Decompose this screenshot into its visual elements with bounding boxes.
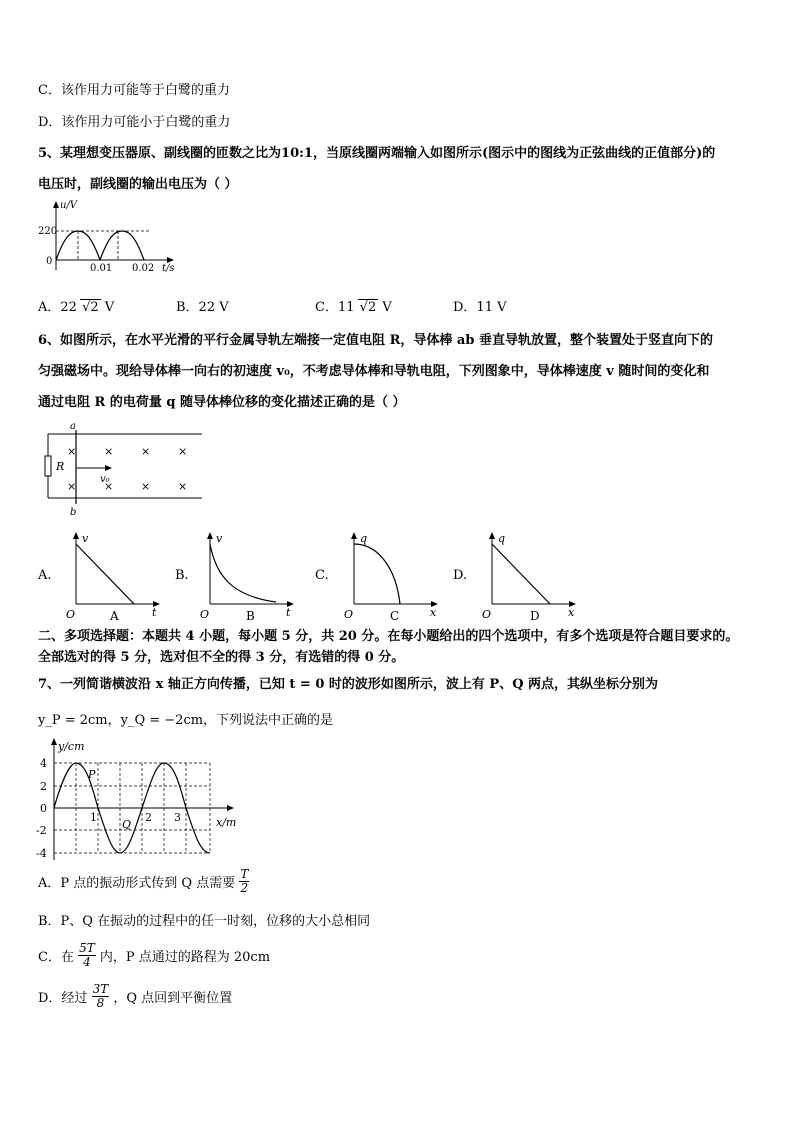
- q5-stem-line2: 电压时，副线圈的输出电压为（ ）: [38, 177, 238, 192]
- q5-option-a: A．22 √2 V: [38, 300, 115, 315]
- q7-stem-line1: 7、一列简谐横波沿 x 轴正方向传播，已知 t = 0 时的波形如图所示，波上有 P、Q 两点，其纵坐标分别为: [38, 677, 659, 692]
- svg-text:t: t: [286, 606, 291, 619]
- q7-option-b: B．P、Q 在振动的过程中的任一时刻，位移的大小总相同: [38, 914, 371, 929]
- q5-voltage-graph: [38, 198, 188, 276]
- q4-option-c: C．该作用力可能等于白鹭的重力: [38, 83, 230, 98]
- q6-rail-diagram: [40, 420, 210, 516]
- svg-text:×: ×: [67, 445, 77, 458]
- q6-graph-b: [196, 528, 306, 624]
- svg-text:v: v: [82, 532, 89, 545]
- q5-option-d: D．11 V: [453, 300, 507, 315]
- b-label: b: [70, 507, 77, 516]
- svg-text:×: ×: [178, 445, 188, 458]
- svg-text:A: A: [110, 609, 119, 623]
- svg-text:×: ×: [67, 480, 77, 493]
- svg-text:2: 2: [40, 780, 47, 793]
- svg-text:×: ×: [104, 445, 114, 458]
- q6-option-b: B.: [175, 568, 189, 583]
- svg-text:1: 1: [90, 811, 97, 824]
- q6-graph-d: [478, 528, 588, 624]
- q7-xlabel: x/m: [216, 816, 237, 829]
- q6-stem-line2: 匀强磁场中。现给导体棒一向右的初速度 v₀，不考虑导体棒和导轨电阻，下列图象中，导体棒速度 v 随时间的变化和: [38, 364, 710, 379]
- q6-graph-a: [62, 528, 172, 624]
- q5-option-b: B．22 V: [176, 300, 229, 315]
- svg-text:q: q: [498, 532, 506, 545]
- q5-y-220: 220: [38, 226, 58, 237]
- q5-ylabel: u/V: [60, 200, 78, 211]
- q5-stem-line1: 5、某理想变压器原、副线圈的匝数之比为10:1，当原线圈两端输入如图所示(图示中的图线为正弦曲线的正值部分)的: [38, 146, 716, 161]
- svg-text:0: 0: [40, 802, 47, 815]
- svg-text:O: O: [66, 608, 76, 621]
- resistor: [45, 456, 51, 476]
- q7-option-a: A．P 点的振动形式传到 Q 点需要 $\frac{T}{2}$: [38, 867, 249, 895]
- section2-header-line1: 二、多项选择题：本题共 4 小题，每小题 5 分，共 20 分。在每小题给出的四个选项中，有多个选项是符合题目要求的。: [38, 629, 739, 644]
- v0-label: v₀: [100, 474, 110, 485]
- q6-stem-line1: 6、如图所示，在水平光滑的平行金属导轨左端接一定值电阻 R，导体棒 ab 垂直导轨放置，整个装置处于竖直向下的: [38, 333, 713, 348]
- q6-option-c: C.: [315, 568, 329, 583]
- q5-x-001: 0.01: [90, 263, 113, 274]
- svg-text:x: x: [430, 606, 437, 619]
- svg-text:t: t: [152, 606, 157, 619]
- svg-text:O: O: [200, 608, 210, 621]
- q5-option-c: C．11 √2 V: [315, 300, 392, 315]
- q5-xlabel: t/s: [162, 263, 175, 274]
- svg-text:3: 3: [174, 811, 181, 824]
- svg-text:-4: -4: [36, 847, 47, 860]
- point-p-label: P: [88, 768, 96, 781]
- svg-text:-2: -2: [36, 824, 47, 837]
- q6-option-a: A.: [38, 568, 52, 583]
- svg-text:2: 2: [145, 811, 152, 824]
- svg-text:O: O: [344, 608, 354, 621]
- q7-ylabel: y/cm: [58, 740, 85, 753]
- q4-option-d: D．该作用力可能小于白鹭的重力: [38, 115, 231, 130]
- svg-text:C: C: [390, 609, 400, 623]
- q7-option-c: C．在 $\frac{5T}{4}$ 内，P 点通过的路程为 20cm: [38, 941, 271, 969]
- svg-text:v: v: [216, 532, 223, 545]
- R-label: R: [56, 460, 65, 473]
- svg-text:D: D: [530, 609, 540, 623]
- q7-stem-line2: y_P = 2cm，y_Q = −2cm，下列说法中正确的是: [38, 713, 334, 728]
- svg-text:4: 4: [40, 757, 47, 770]
- svg-text:B: B: [246, 609, 255, 623]
- point-q-label: Q: [122, 818, 132, 831]
- svg-text:×: ×: [104, 480, 114, 493]
- svg-text:×: ×: [178, 480, 188, 493]
- svg-text:×: ×: [141, 445, 151, 458]
- q5-x-002: 0.02: [132, 263, 155, 274]
- a-label: a: [70, 421, 76, 432]
- q5-origin: 0: [46, 256, 53, 267]
- section2-header-line2: 全部选对的得 5 分，选对但不全的得 3 分，有选错的得 0 分。: [38, 650, 405, 665]
- q6-graph-c: [340, 528, 450, 624]
- q7-option-d: D．经过 $\frac{3T}{8}$ ，Q 点回到平衡位置: [38, 982, 233, 1010]
- q6-option-d: D.: [453, 568, 468, 583]
- svg-text:q: q: [360, 532, 368, 545]
- q7-wave-graph: [34, 736, 254, 864]
- svg-text:x: x: [568, 606, 575, 619]
- q6-stem-line3: 通过电阻 R 的电荷量 q 随导体棒位移的变化描述正确的是（ ）: [38, 395, 406, 410]
- svg-text:O: O: [482, 608, 492, 621]
- svg-text:×: ×: [141, 480, 151, 493]
